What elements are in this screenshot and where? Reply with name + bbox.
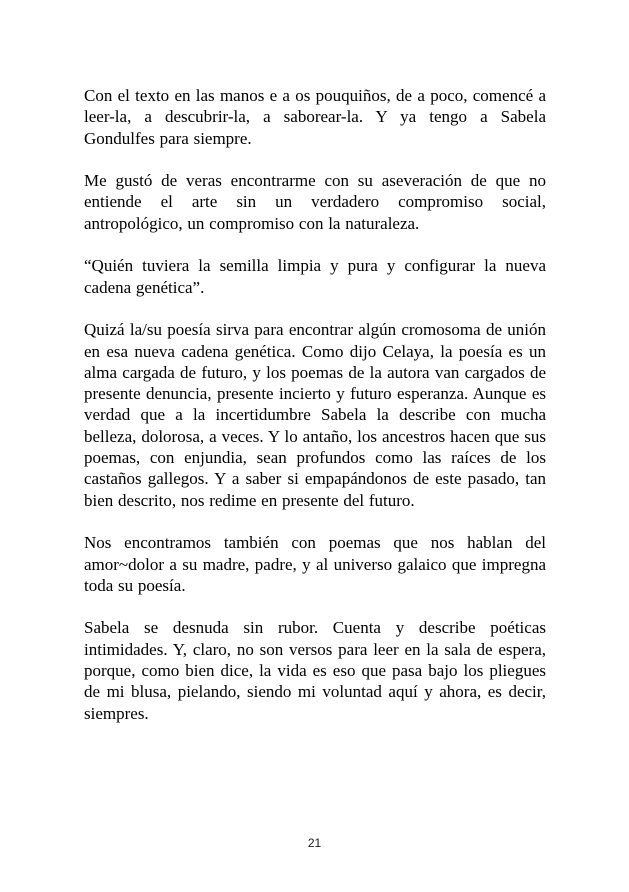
paragraph-5: Nos encontramos también con poemas que nos hablan del amor~dolor a su madre, padre, y al universo galaico que impregna toda su poesía.	[84, 533, 546, 595]
text-block	[84, 85, 546, 745]
paragraph-2: Me gustó de veras encontrarme con su aseveración de que no entiende el arte sin un verdadero compromiso social, antropológico, un compromiso con la naturaleza.	[84, 171, 546, 233]
paragraph-4: Quizá la/su poesía sirva para encontrar algún cromosoma de unión en esa nueva cadena genética. Como dijo Celaya, la poesía es un alma cargada de futuro, y los poemas de la autora van cargados de presente denuncia, presente incierto y futuro esperanza. Aunque es verdad que a la incertidumbre Sabela la describe con mucha belleza, dolorosa, a veces. Y lo antaño, los ancestros hacen que sus poemas, con enjundia, sean profundos como las raíces de los castaños gallegos. Y a saber si empapándonos de este pasado, tan bien descrito, nos redime en presente del futuro.	[84, 320, 546, 510]
paragraph-3-quote: “Quién tuviera la semilla limpia y pura y configurar la nueva cadena genética”.	[84, 256, 546, 297]
paragraph-6: Sabela se desnuda sin rubor. Cuenta y describe poéticas intimidades. Y, claro, no son versos para leer en la sala de espera, porque, como bien dice, la vida es eso que pasa bajo los pliegues de mi blusa, pielando, siendo mi voluntad aquí y ahora, es decir, siempres.	[84, 618, 546, 723]
page-number: 21	[307, 836, 322, 850]
paragraph-1: Con el texto en las manos e a os pouquiños, de a poco, comencé a leer-la, a descubrir-la, a saborear-la. Y ya tengo a Sabela Gondulfes para siempre.	[84, 86, 546, 148]
